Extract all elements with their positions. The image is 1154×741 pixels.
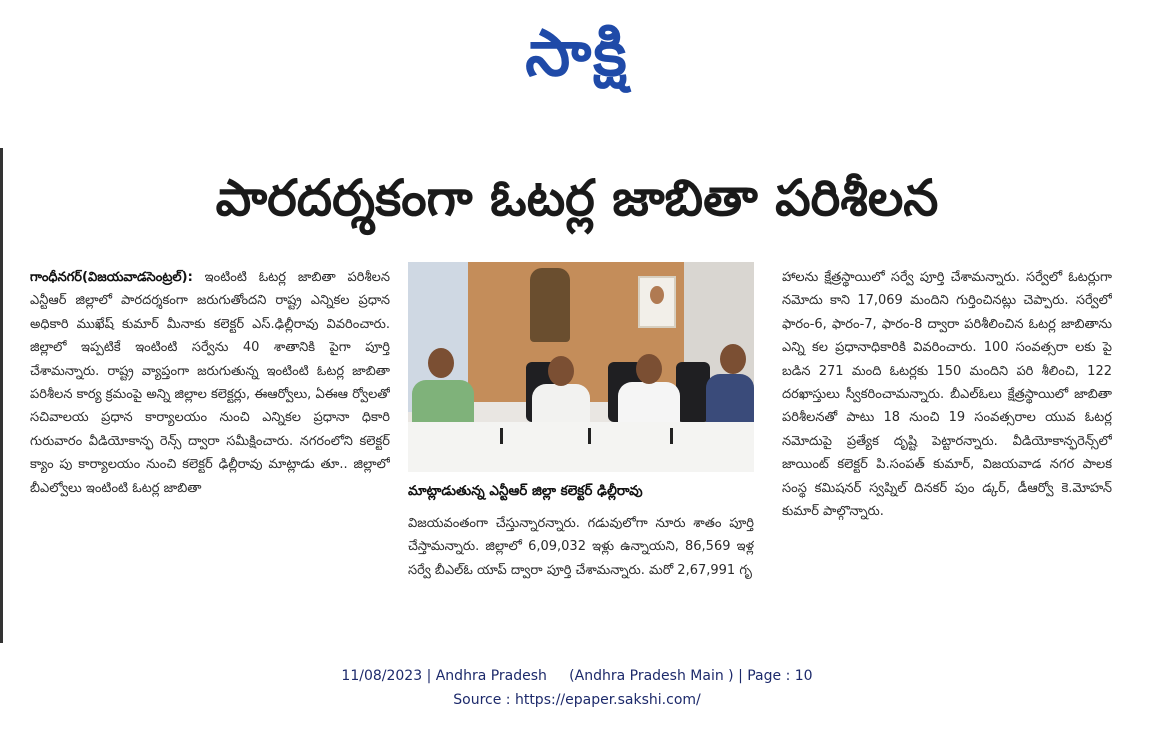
column-1-text: ఇంటింటి ఓటర్ల జాబితా పరిశీలన ఎన్టీఆర్ జిల్లాలో పారదర్శకంగా జరుగుతోందని రాష్ట్ర ఎన్నికల ప్రధాన అధికారి ముఖేష్ కుమార్ మీనాకు కలెక్టర్ ఎస్.ఢిల్లీరావు వివరించారు. జిల్లాలో ఇప్పటికే ఇంటింటి సర్వేను 40 శాతానికి పైగా పూర్తి చేశామన్నారు. రాష్ట్ర వ్యాప్తంగా జరుగుతున్న ఇంటింటి ఓటర్ల జాబితా పరిశీలన కార్య క్రమంపై అన్ని జిల్లాల కలెక్టర్లు, ఈఆర్వోలు, ఏఈఆ ర్వోలతో సచివాలయ ప్రధాన కార్యాలయం నుంచి ఎన్నికల ప్రధానా ధికారి గురువారం వీడియోకాన్ఫ రెన్స్ ద్వారా సమీక్షించారు. నగరంలోని కలెక్టర్ క్యాం పు కార్యాలయం నుంచి కలెక్టర్ ఢిల్లీరావు మాట్లాడు తూ.. జిల్లాలో బీఎల్వోలు ఇంటింటి ఓటర్ల జాబితా [30, 270, 390, 496]
footer-publication-info: 11/08/2023 | Andhra Pradesh (Andhra Pradesh Main ) | Page : 10 [341, 668, 813, 684]
article-column-3 [782, 266, 1112, 628]
photo-caption: మాట్లాడుతున్న ఎన్టీఆర్ జిల్లా కలెక్టర్ ఢిల్లీరావు [408, 483, 643, 499]
column-3-text: హాలను క్షేత్రస్థాయిలో సర్వే పూర్తి చేశామన్నారు. సర్వేలో ఓటర్లుగా నమోదు కాని 17,069 మందిని గుర్తించినట్లు చెప్పారు. సర్వేలో ఫారం-6, ఫారం-7, ఫారం-8 ద్వారా పరిశీలించిన ఓటర్ల జాబితాను ఎన్ని కల ప్రధానాధికారికి వివరించారు. 100 సంవత్సరా లకు పై బడిన 271 మంది ఓటర్లకు 150 మందిని పరి శీలించి, 122 దరఖాస్తులు స్వీకరించామన్నారు. బీఎల్ఓలు క్షేత్రస్థాయిలో జాబితా పరిశీలనతో పాటు 18 నుంచి 19 సంవత్సరాల యువ ఓటర్ల నమోదుపై ప్రత్యేక దృష్టి పెట్టారన్నారు. వీడియోకాన్ఫరెన్స్‌లో జాయింట్ కలెక్టర్ పి.సంపత్ కుమార్, విజయవాడ నగర పాలక సంస్థ కమిషనర్ స్వప్నిల్ దినకర్ పుం డ్కర్, డీఆర్వో కె.మోహన్ కుమార్ పాల్గొన్నారు. [782, 270, 1112, 520]
person-figure [706, 374, 754, 424]
newspaper-logo: సాక్షి [525, 17, 629, 91]
article-column-2 [408, 512, 754, 628]
article-dateline: గాంధీనగర్(విజయవాడసెంట్రల్): [30, 270, 193, 285]
person-figure [412, 380, 474, 424]
article-column-1 [30, 266, 390, 628]
conference-table [408, 422, 754, 472]
footer-source-link[interactable]: Source : https://epaper.sakshi.com/ [453, 692, 701, 708]
column-2-text: విజయవంతంగా చేస్తున్నారన్నారు. గడువులోగా నూరు శాతం పూర్తి చేస్తామన్నారు. జిల్లాలో 6,09,032 ఇళ్లు ఉన్నాయని, 86,569 ఇళ్ల సర్వే బీఎల్ఓ యాప్ ద్వారా పూర్తి చేశామన్నారు. మరో 2,67,991 గృ [408, 516, 754, 578]
person-figure [532, 384, 590, 424]
person-figure [618, 382, 680, 424]
wall-portrait-image [638, 276, 676, 328]
article-headline: పారదర్శకంగా ఓటర్ల జాబితా పరిశీలన [215, 169, 939, 227]
article-photo [408, 262, 754, 472]
state-emblem-image [530, 268, 570, 342]
